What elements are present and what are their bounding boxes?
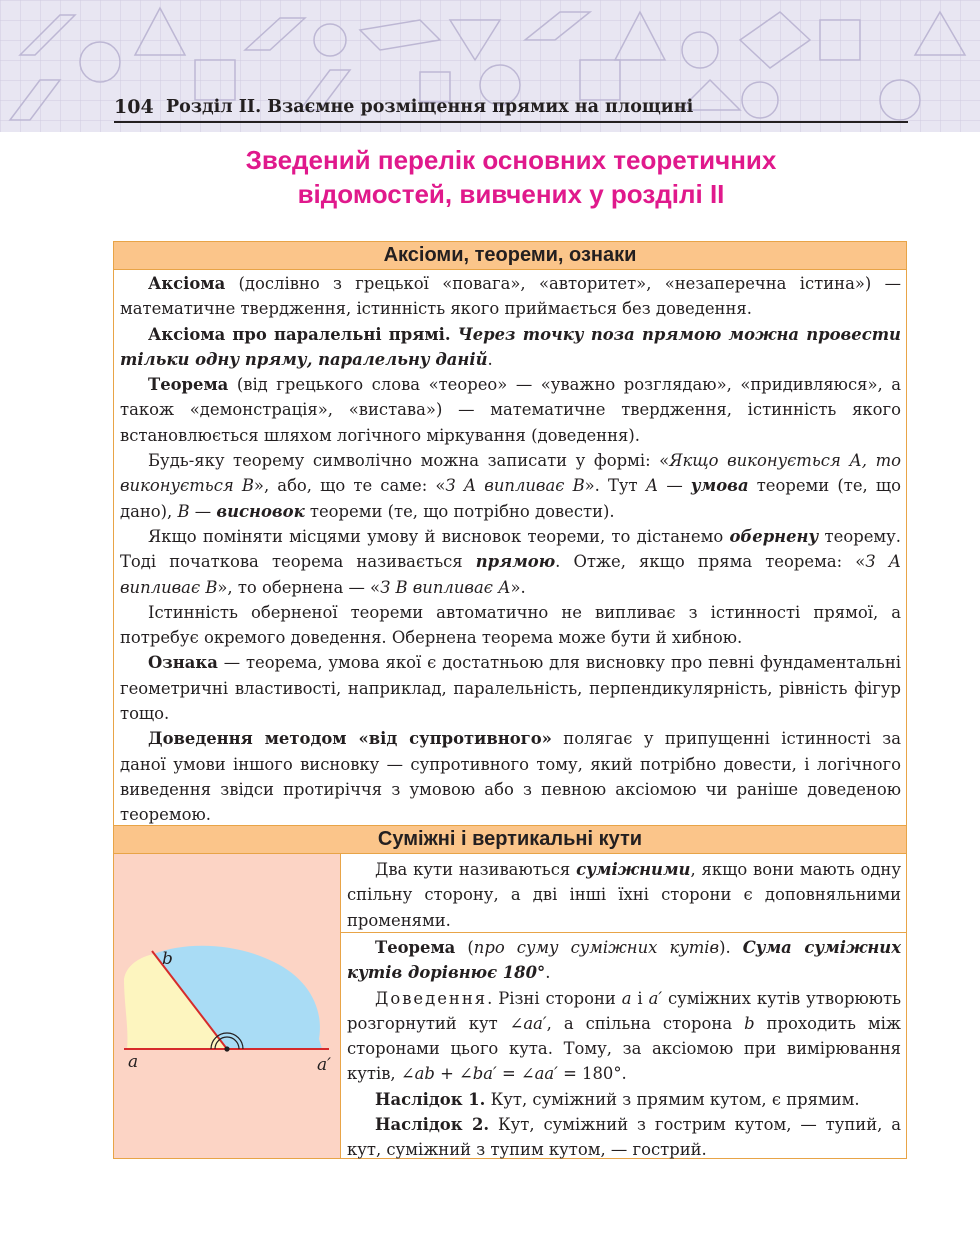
parallel-axiom-end: . — [487, 349, 493, 369]
text: ». Тут — [584, 476, 646, 496]
label-a: a — [128, 1052, 139, 1072]
symbol-ab: ab — [414, 1064, 435, 1084]
title-line-2: відомостей, вивчених у розділі ІІ — [297, 179, 725, 209]
text: ». — [510, 577, 526, 597]
term-condition: умова — [690, 476, 749, 496]
term-direct: прямою — [475, 552, 556, 572]
text: , якщо вони мають одну спільну сторону, а дві інші їхні сторони є доповняльними променями. — [347, 860, 901, 930]
figure-panel — [114, 854, 340, 1158]
text: = ∠ — [496, 1064, 535, 1084]
contradiction-paragraph — [120, 726, 901, 827]
criterion-definition: — теорема, умова якої є достатньою для висновку про певні фундаментальні геометричні властивості, наприклад, паралельність, перпендикулярність, рівність фігур тощо. — [120, 653, 901, 724]
theorem-definition: (від грецького слова «теорео» — «уважно розглядаю», «придивляюся», а також «демонстрація», «вистава») — математичне твердження, істинність якого встановлюється шляхом логічного міркування (доведення). — [120, 375, 901, 445]
proof-word: Доведення — [375, 988, 488, 1008]
text: = 180°. — [557, 1064, 627, 1084]
theorem-statement: Сума суміжних кутів дорівнює 180° — [347, 938, 901, 983]
symbol-aa: aa′ — [523, 1013, 547, 1033]
column-divider — [340, 854, 341, 1159]
italic-text: З А випливає В — [445, 476, 585, 496]
title-line-1: Зведений перелік основних теоретичних — [245, 145, 777, 175]
section-heading-angles: Суміжні і вертикальні кути — [113, 825, 907, 854]
symbol-a: a — [621, 988, 632, 1008]
italic-text: Якщо виконується А, то виконується В — [120, 451, 901, 496]
label-a-prime: a′ — [317, 1055, 331, 1075]
term-parallel-axiom: Аксіома про паралельні прямі. — [148, 324, 451, 344]
label-b: b — [162, 949, 173, 969]
axioms-text — [120, 271, 901, 828]
page-number: 104 — [114, 96, 154, 118]
text: Два кути називаються — [375, 860, 577, 879]
italic-text: В — [177, 501, 190, 521]
parallel-axiom-statement: Через точку поза прямою можна провести тільки одну пряму, паралельну даній — [120, 324, 901, 369]
parallel-axiom-paragraph — [120, 322, 901, 373]
text: Будь-яку теорему символічно можна записати у формі: « — [148, 451, 670, 471]
term-theorem: Теорема — [148, 375, 229, 395]
section-heading-axioms: Аксіоми, теореми, ознаки — [113, 241, 907, 270]
theorem-paragraph — [120, 372, 901, 448]
text: ( — [455, 938, 474, 957]
text: і — [631, 988, 649, 1008]
text: + ∠ — [434, 1064, 473, 1084]
term-corollary-1: Наслідок 1. — [375, 1089, 486, 1109]
text: — — [189, 501, 217, 521]
theorem-name: про суму суміжних кутів — [473, 938, 720, 957]
adjacent-theorem-block — [347, 935, 901, 1163]
converse-truth-paragraph: Істинність оберненої теореми автоматично не випливає з істинності прямої, а потребує окремого доведення. Обернена теорема може бути й хибною. — [120, 602, 901, 648]
vertex-point — [224, 1046, 229, 1051]
term-adjacent: суміжними — [576, 860, 691, 879]
term-axiom: Аксіома — [148, 274, 226, 293]
text: . Різні сторони — [487, 988, 622, 1008]
text: », то обернена — « — [217, 577, 381, 597]
text: проходить між сторонами цього кута. Тому, за аксіомою при вимірювання кутів, ∠ — [347, 1013, 901, 1084]
term-contradiction: Доведення методом «від супротивного» — [148, 729, 552, 749]
text: », або, що те саме: « — [253, 476, 446, 496]
proof-paragraph — [347, 986, 901, 1087]
theorem-statement-paragraph — [347, 935, 901, 986]
text: . Отже, якщо пряма теорема: « — [555, 552, 866, 572]
adjacent-definition-paragraph — [347, 857, 901, 933]
term-converse: обернену — [729, 526, 819, 546]
criterion-paragraph — [120, 650, 901, 726]
symbol-ba: ba′ — [472, 1064, 497, 1084]
text: , а спільна сторона — [546, 1013, 745, 1033]
term-criterion: Ознака — [148, 653, 218, 673]
italic-text: З А випливає В — [120, 552, 902, 597]
text: ). — [719, 938, 743, 957]
italic-text: А — [645, 476, 659, 496]
text: . — [545, 963, 551, 983]
axiom-definition: (дослівно з грецької «повага», «авторитет», «незаперечна істина») — математичне твердження, істинність якого приймається без доведення. — [120, 274, 901, 319]
text: суміжних кутів утворюють розгорнутий кут ∠ — [347, 988, 902, 1033]
symbol-b: b — [744, 1013, 755, 1033]
term-theorem-2: Теорема — [375, 938, 456, 957]
theorem-form-paragraph — [120, 448, 901, 524]
text: — — [658, 476, 691, 496]
page-title — [114, 143, 908, 211]
converse-paragraph — [120, 524, 901, 600]
corollary-1-text: Кут, суміжний з прямим кутом, є прямим. — [485, 1089, 860, 1109]
term-corollary-2: Наслідок 2. — [375, 1115, 490, 1135]
adjacent-angles-figure — [114, 854, 340, 1158]
italic-text: З В випливає А — [380, 577, 511, 597]
term-conclusion: висновок — [216, 501, 305, 521]
symbol-a-prime: a′ — [648, 988, 663, 1008]
text: Якщо поміняти місцями умову й висновок теореми, то дістанемо — [148, 526, 730, 546]
corollary-1-paragraph — [347, 1087, 901, 1112]
header-rule — [114, 121, 908, 123]
running-head: Розділ ІІ. Взаємне розміщення прямих на площині — [166, 97, 694, 117]
contradiction-definition: полягає у припущенні істинності за даної умови іншого висновку — супротивного тому, який потрібно довести, і логічного виведення звідси протиріччя з умовою або з певною аксіомою чи раніше доведеною теоремою. — [120, 729, 901, 825]
text: теорему. Тоді початкова теорема називається — [120, 526, 901, 572]
text: теореми (те, що дано), — [120, 476, 901, 521]
adjacent-definition — [347, 857, 901, 933]
axiom-paragraph — [120, 271, 901, 322]
corollary-2-paragraph — [347, 1112, 901, 1163]
corollary-2-text: Кут, суміжний з гострим кутом, — тупий, а кут, суміжний з тупим кутом, — гострий. — [347, 1115, 901, 1160]
text: теореми (те, що потрібно довести). — [304, 501, 615, 521]
symbol-aa: aa′ — [534, 1064, 558, 1084]
